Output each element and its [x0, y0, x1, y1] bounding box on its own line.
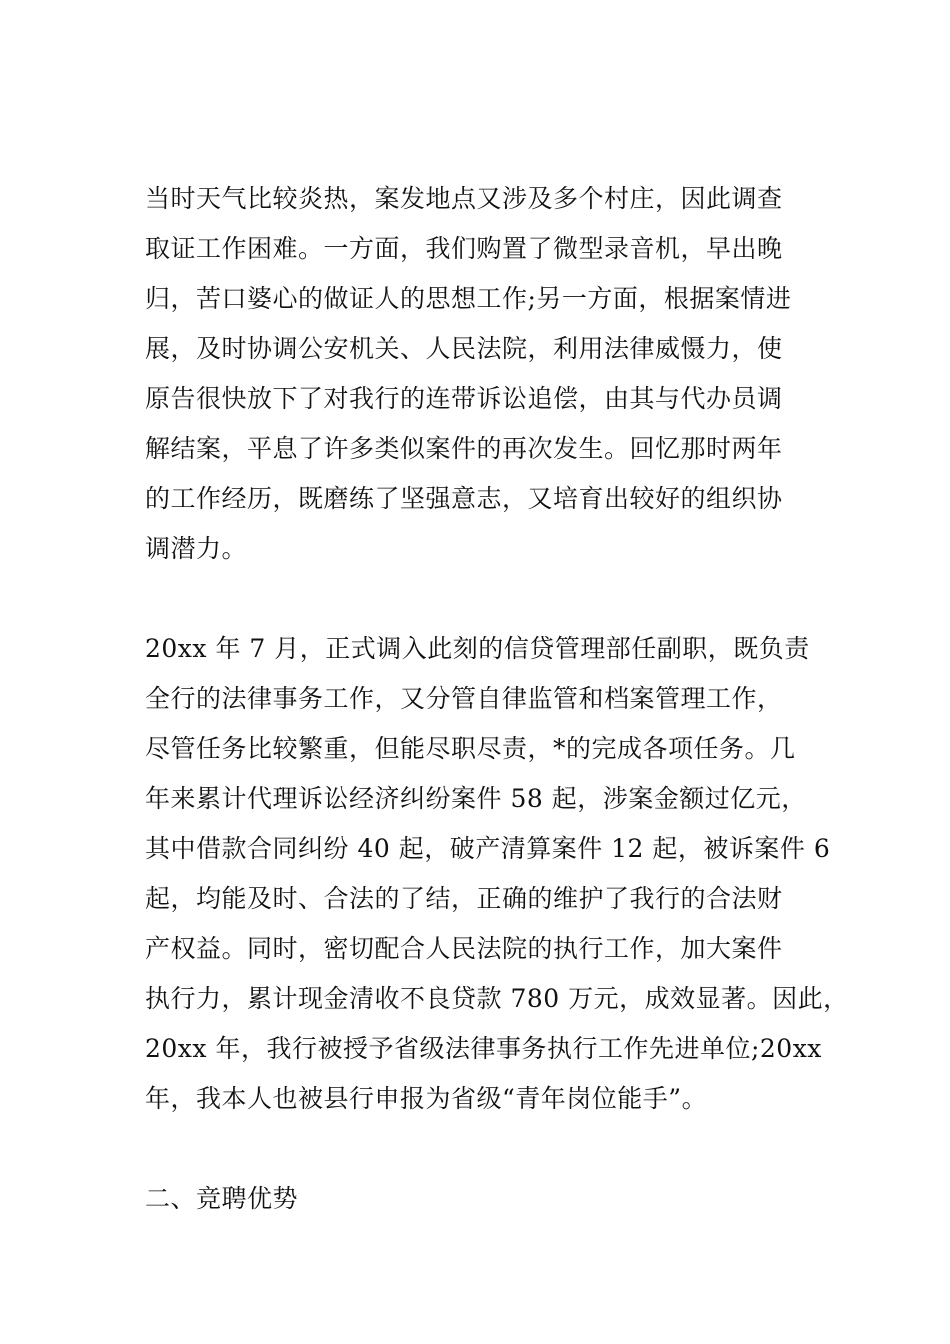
- paragraph-line: 产权益。同时，密切配合人民法院的执行工作，加大案件: [145, 934, 783, 963]
- paragraph-line: 执行力，累计现金清收不良贷款 780 万元，成效显著。因此，: [145, 984, 849, 1013]
- paragraph-line: 原告很快放下了对我行的连带诉讼追偿，由其与代办员调: [145, 384, 783, 413]
- paragraph-line: 起，均能及时、合法的了结，正确的维护了我行的合法财: [145, 884, 783, 913]
- paragraph-line: 20xx 年，我行被授予省级法律事务执行工作先进单位;20xx: [145, 1034, 822, 1063]
- paragraph-line: 的工作经历，既磨练了坚强意志，又培育出较好的组织协: [145, 484, 783, 513]
- section-heading: 二、竞聘优势: [145, 1184, 299, 1213]
- paragraph-line: 尽管任务比较繁重，但能尽职尽责，*的完成各项任务。几: [145, 734, 796, 763]
- paragraph-line: 调潜力。: [145, 534, 248, 563]
- paragraph-line: 全行的法律事务工作，又分管自律监管和档案管理工作，: [145, 684, 783, 713]
- paragraph-line: 当时天气比较炎热，案发地点又涉及多个村庄，因此调查: [145, 184, 783, 213]
- paragraph-line: 年来累计代理诉讼经济纠纷案件 58 起，涉案金额过亿元，: [145, 784, 807, 813]
- paragraph-line: 年，我本人也被县行申报为省级“青年岗位能手”。: [145, 1084, 708, 1113]
- paragraph-line: 展，及时协调公安机关、人民法院，利用法律威慑力，使: [145, 334, 783, 363]
- paragraph-line: 取证工作困难。一方面，我们购置了微型录音机，早出晚: [145, 234, 783, 263]
- paragraph-line: 解结案，平息了许多类似案件的再次发生。回忆那时两年: [145, 434, 783, 463]
- paragraph-line: 其中借款合同纠纷 40 起，破产清算案件 12 起，被诉案件 6: [145, 834, 831, 863]
- paragraph-line: 归，苦口婆心的做证人的思想工作;另一方面，根据案情进: [145, 284, 792, 313]
- paragraph-line: 20xx 年 7 月，正式调入此刻的信贷管理部任副职，既负责: [145, 634, 810, 663]
